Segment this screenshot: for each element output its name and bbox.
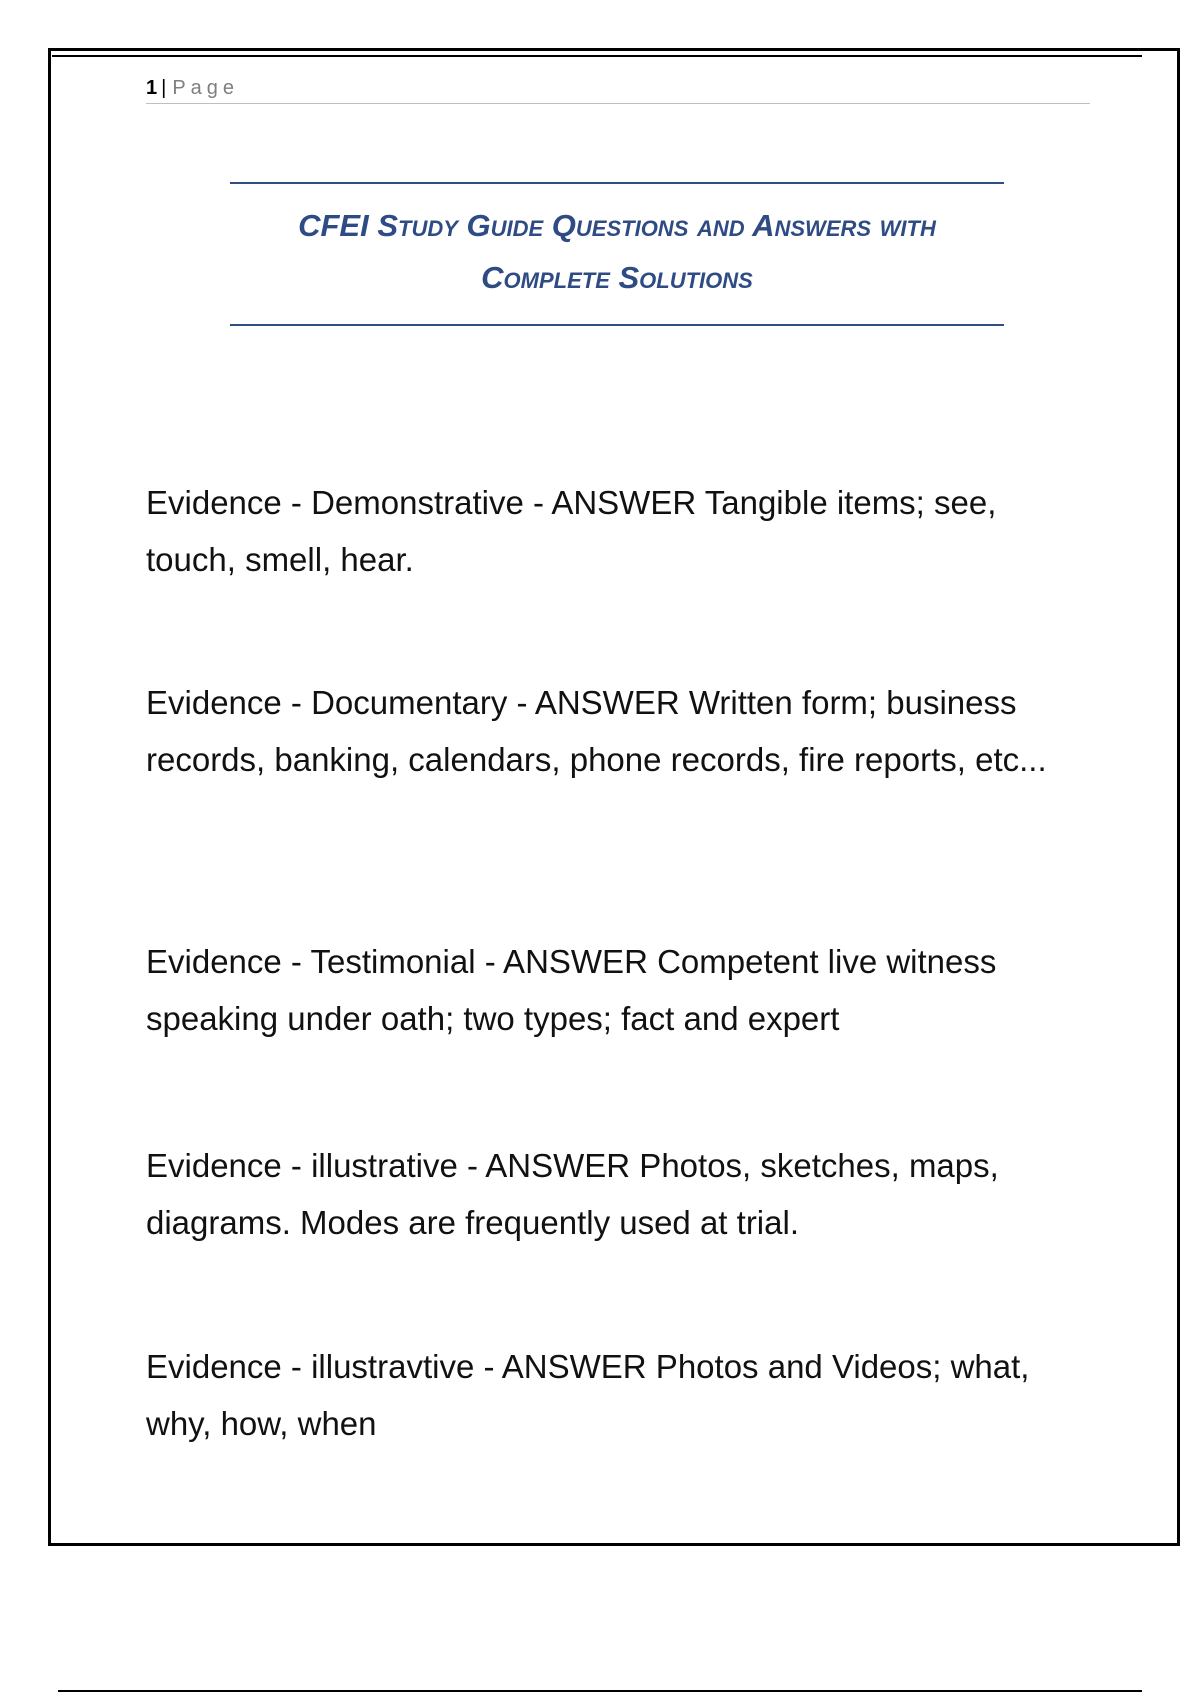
page-number: 1	[146, 77, 158, 99]
document-title	[230, 182, 1004, 326]
header-separator: |	[161, 77, 167, 99]
qa-entry: Evidence - Documentary - ANSWER Written form; business records, banking, calendars, phone records, fire reports, etc...	[146, 684, 1047, 778]
qa-entry: Evidence - Demonstrative - ANSWER Tangible items; see, touch, smell, hear.	[146, 484, 997, 578]
title-line-2: Complete Solutions	[481, 260, 753, 295]
title-line-1: CFEI Study Guide Questions and Answers with	[298, 208, 936, 243]
top-rule	[52, 55, 1142, 57]
page-header	[146, 72, 1090, 104]
next-page-edge	[58, 1690, 1142, 1692]
page-label: Page	[172, 77, 240, 99]
qa-entry: Evidence - Testimonial - ANSWER Competent live witness speaking under oath; two types; fact and expert	[146, 943, 997, 1037]
qa-entry: Evidence - illustravtive - ANSWER Photos and Videos; what, why, how, when	[146, 1348, 1030, 1442]
qa-entry: Evidence - illustrative - ANSWER Photos, sketches, maps, diagrams. Modes are frequently used at trial.	[146, 1147, 999, 1241]
